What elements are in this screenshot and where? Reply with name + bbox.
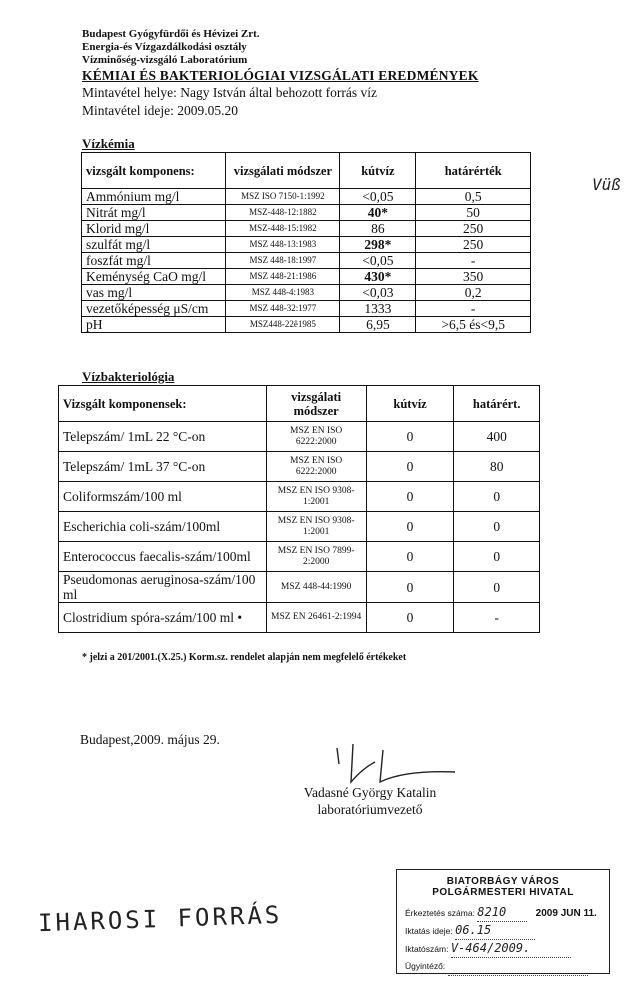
chem-method: MSZ ISO 7150-1:1992 [226,189,340,205]
chem-limit: 350 [416,269,531,285]
bact-value: 0 [366,452,454,482]
chem-component: Ammónium mg/l [82,189,226,205]
bact-method: MSZ EN ISO 9308-1:2001 [266,482,366,512]
chem-component: foszfát mg/l [82,253,226,269]
chem-value: <0,05 [340,253,416,269]
bact-value: 0 [366,512,454,542]
bact-limit: - [454,603,540,633]
bact-row [59,572,540,603]
bact-component: Telepszám/ 1mL 22 °C-on [59,422,267,452]
chem-method: MSZ 448-32:1977 [226,301,340,317]
chem-row [82,205,531,221]
chem-row [82,253,531,269]
chem-value: 1333 [340,301,416,317]
bact-value: 0 [366,482,454,512]
bact-row [59,603,540,633]
bact-row [59,542,540,572]
bact-method: MSZ 448-44:1990 [266,572,366,603]
footnote: * jelzi a 201/2001.(X.25.) Korm.sz. rendelet alapján nem megfelelő értékeket [82,652,407,663]
stamp-line2: POLGÁRMESTERI HIVATAL [432,887,574,898]
chem-row [82,301,531,317]
bact-limit: 80 [454,452,540,482]
chem-limit: 0,2 [416,285,531,301]
chem-method: MSZ 448-21:1986 [226,269,340,285]
stamp-filing-date-row [405,921,609,939]
bacteriology-title: Vízbakteriológia [82,369,175,384]
bacteriology-table-body [59,422,540,633]
chem-row [82,269,531,285]
handwritten-note: IHAROSI FORRÁS [37,900,283,938]
signatory-role: laboratóriumvezető [317,802,423,817]
bact-header-method: vizsgálati módszer [266,386,366,422]
chem-component: Keménység CaO mg/l [82,269,226,285]
stamp-line1: BIATORBÁGY VÁROS [446,876,560,887]
chem-value: <0,05 [340,189,416,205]
bact-value: 0 [366,603,454,633]
chem-header-limit: határérték [416,153,531,189]
stamp-clerk-field [448,957,588,976]
chem-row [82,317,531,333]
org-lab: Vízminőség-vizsgáló Laboratórium [82,54,248,66]
stamp-received-value: 8210 [477,903,527,922]
stamp-received-label: Érkeztetés száma: [405,908,475,918]
stamp-filing-date-label: Iktatás ideje: [405,926,453,936]
chem-value: 86 [340,221,416,237]
org-name: Budapest Gyógyfürdői és Hévizei Zrt. [82,28,260,40]
chem-component: Klorid mg/l [82,221,226,237]
bact-value: 0 [366,422,454,452]
bact-header-value: kútvíz [366,386,454,422]
chem-component: Nitrát mg/l [82,205,226,221]
stamp-received-row [405,903,609,921]
chem-row [82,221,531,237]
chem-header-value: kútvíz [340,153,416,189]
chemistry-title: Vízkémia [82,136,135,151]
chem-value: 298* [340,237,416,253]
chem-limit: >6,5 és<9,5 [416,317,531,333]
signatory-name: Vadasné György Katalin [303,785,437,800]
bacteriology-table [58,385,540,633]
stamp-clerk-label: Ügyintéző: [405,961,446,971]
bact-component: Clostridium spóra-szám/100 ml • [59,603,267,633]
bact-header-limit: határért. [454,386,540,422]
chem-row [82,237,531,253]
chemistry-table-body [82,189,531,333]
chem-component: pH [82,317,226,333]
sampling-date: Mintavétel ideje: 2009.05.20 [82,103,238,118]
sampling-location: Mintavétel helye: Nagy István által behozott forrás víz [82,85,378,100]
chemistry-table [81,152,531,333]
bact-row [59,512,540,542]
chem-value: <0,03 [340,285,416,301]
registry-stamp [396,869,610,974]
chem-row [82,189,531,205]
bact-value: 0 [366,542,454,572]
chem-value: 430* [340,269,416,285]
bact-limit: 0 [454,482,540,512]
bact-method: MSZ EN ISO 6222:2000 [266,422,366,452]
chem-limit: 250 [416,237,531,253]
bact-row [59,422,540,452]
chem-method: MSZ 448-13:1983 [226,237,340,253]
bact-limit: 400 [454,422,540,452]
document-title: KÉMIAI ÉS BAKTERIOLÓGIAI VIZSGÁLATI EREDMÉNYEK [82,68,479,83]
chem-value: 6,95 [340,317,416,333]
place-date: Budapest,2009. május 29. [80,732,220,747]
bact-component: Pseudomonas aeruginosa-szám/100 ml [59,572,267,603]
bact-component: Telepszám/ 1mL 37 °C-on [59,452,267,482]
stamp-filing-date-value: 06.15 [455,921,535,940]
chem-method: MSZ 448-18:1997 [226,253,340,269]
bact-component: Coliformszám/100 ml [59,482,267,512]
bact-row [59,452,540,482]
org-department: Energia-és Vízgazdálkodási osztály [82,41,247,53]
bact-limit: 0 [454,572,540,603]
chem-limit: - [416,301,531,317]
bact-value: 0 [366,572,454,603]
chem-header-method: vizsgálati módszer [226,153,340,189]
stamp-filing-no-label: Iktatószám: [405,944,449,954]
bact-limit: 0 [454,542,540,572]
chem-limit: - [416,253,531,269]
bact-method: MSZ EN ISO 7899-2:2000 [266,542,366,572]
stamp-clerk-row [405,957,609,975]
chem-method: MSZ-448-15:1982 [226,221,340,237]
chem-limit: 0,5 [416,189,531,205]
bact-component: Enterococcus faecalis-szám/100ml [59,542,267,572]
chem-value: 40* [340,205,416,221]
chem-component: vas mg/l [82,285,226,301]
chem-method: MSZ448-22ê1985 [226,317,340,333]
bact-limit: 0 [454,512,540,542]
chem-method: MSZ-448-12:1882 [226,205,340,221]
bact-method: MSZ EN ISO 6222:2000 [266,452,366,482]
chem-header-component: vizsgált komponens: [82,153,226,189]
chem-limit: 50 [416,205,531,221]
chem-component: vezetőképesség μS/cm [82,301,226,317]
chem-component: szulfát mg/l [82,237,226,253]
stamp-filing-no-row [405,939,609,957]
stamp-received-date: 2009 JUN 11. [535,908,597,919]
bact-method: MSZ EN ISO 9308-1:2001 [266,512,366,542]
bact-row [59,482,540,512]
chem-limit: 250 [416,221,531,237]
bact-method: MSZ EN 26461-2:1994 [266,603,366,633]
bact-component: Escherichia coli-szám/100ml [59,512,267,542]
stamp-filing-no-value: V-464/2009. [451,939,571,958]
margin-note: Vüß [592,175,621,194]
chem-method: MSZ 448-4:1983 [226,285,340,301]
chem-row [82,285,531,301]
bact-header-component: Vizsgált komponensek: [59,386,267,422]
